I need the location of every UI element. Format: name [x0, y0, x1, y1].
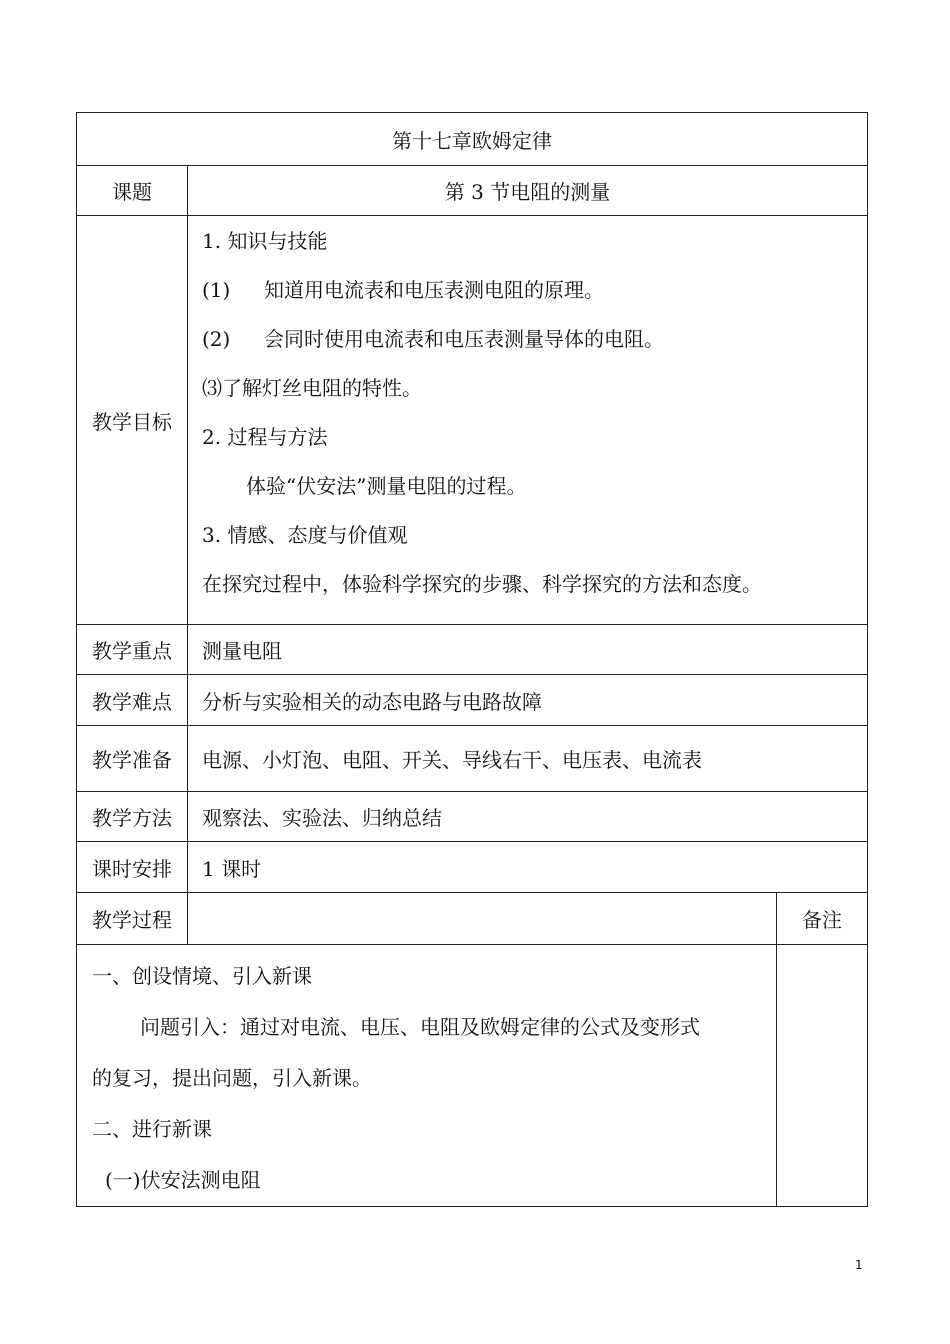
preparation-value: 电源、小灯泡、电阻、开关、导线右干、电压表、电流表 — [188, 726, 868, 792]
methods-row — [77, 792, 868, 842]
process-section-2: 二、进行新课 — [92, 1117, 212, 1141]
objective-item-1-number: (1) — [202, 278, 231, 302]
difficulties-row — [77, 675, 868, 726]
objectives-row — [77, 216, 868, 625]
page-number: 1 — [855, 1258, 863, 1272]
lesson-plan-table — [76, 112, 868, 1207]
chapter-title: 第十七章欧姆定律 — [77, 113, 868, 166]
topic-label: 课题 — [77, 166, 188, 216]
objective-item-3: ⑶了解灯丝电阻的特性。 — [202, 376, 422, 400]
objective-item-2-text: 会同时使用电流表和电压表测量导体的电阻。 — [264, 327, 664, 351]
schedule-label: 课时安排 — [77, 842, 188, 893]
objectives-content — [188, 216, 868, 625]
difficulties-value: 分析与实验相关的动态电路与电路故障 — [188, 675, 868, 726]
process-content — [77, 945, 777, 1207]
objective-item-4: 体验“伏安法”测量电阻的过程。 — [246, 474, 527, 498]
objective-heading-2: 2. 过程与方法 — [202, 425, 328, 449]
remarks-cell — [777, 945, 868, 1207]
methods-value: 观察法、实验法、归纳总结 — [188, 792, 868, 842]
process-section-1: 一、创设情境、引入新课 — [92, 964, 312, 988]
process-label: 教学过程 — [77, 893, 188, 945]
remarks-label: 备注 — [777, 893, 868, 945]
objectives-label: 教学目标 — [77, 216, 188, 625]
key-points-row — [77, 625, 868, 675]
objective-item-2 — [202, 315, 867, 364]
objective-item-1-text: 知道用电流表和电压表测电阻的原理。 — [264, 278, 604, 302]
schedule-value: 1 课时 — [188, 842, 868, 893]
topic-row — [77, 166, 868, 216]
preparation-row — [77, 726, 868, 792]
objective-item-5: 在探究过程中，体验科学探究的步骤、科学探究的方法和态度。 — [202, 572, 762, 596]
methods-label: 教学方法 — [77, 792, 188, 842]
key-points-value: 测量电阻 — [188, 625, 868, 675]
objective-item-1 — [202, 266, 867, 315]
key-points-label: 教学重点 — [77, 625, 188, 675]
objective-item-2-number: (2) — [202, 327, 231, 351]
objective-heading-3: 3. 情感、态度与价值观 — [202, 523, 408, 547]
process-intro-line-1: 问题引入：通过对电流、电压、电阻及欧姆定律的公式及变形式 — [140, 1015, 700, 1039]
process-body-row — [77, 945, 868, 1207]
topic-value: 第 3 节电阻的测量 — [188, 166, 868, 216]
schedule-row — [77, 842, 868, 893]
difficulties-label: 教学难点 — [77, 675, 188, 726]
title-row — [77, 113, 868, 166]
process-subsection-1: (一)伏安法测电阻 — [105, 1168, 261, 1192]
process-intro-line-2: 的复习，提出问题，引入新课。 — [92, 1066, 372, 1090]
process-header-row — [77, 893, 868, 945]
preparation-label: 教学准备 — [77, 726, 188, 792]
process-header-empty — [188, 893, 777, 945]
objective-heading-1: 1. 知识与技能 — [202, 229, 328, 253]
